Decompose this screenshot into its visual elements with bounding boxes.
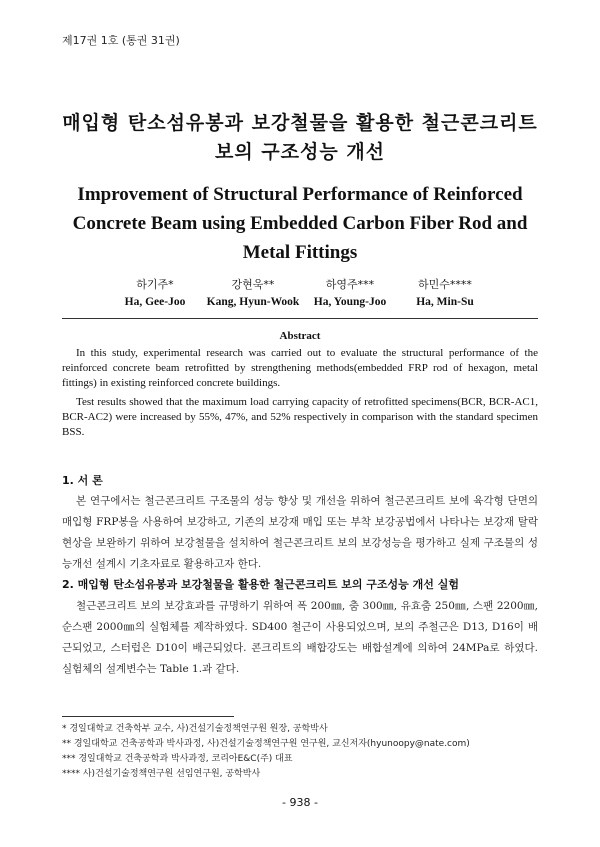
abstract-top-rule: [62, 318, 538, 319]
abstract-heading: Abstract: [279, 330, 321, 342]
author-3-korean-name: 하영주***: [325, 278, 375, 291]
abstract-paragraph-2: Test results showed that the maximum load carrying capacity of retrofitted specimens(BCR, BCR-AC1, BCR-AC2) were increased by 55%, 47%, and 52% respectively in comparison with the standard specimen BSS.: [62, 396, 538, 438]
author-3-english-name: Ha, Young-Joo: [313, 296, 387, 308]
author-4-korean-name: 하민수****: [418, 278, 472, 291]
author-1-korean-name: 하기주*: [136, 278, 174, 291]
footnote-2: ** 경일대학교 건축공학과 박사과정, 사)건설기술정책연구원 연구원, 교신저자(hyunoopy@nate.com): [62, 739, 470, 749]
section-2-heading: 2. 매입형 탄소섬유봉과 보강철물을 활용한 철근콘크리트 보의 구조성능 개선 실험: [62, 578, 459, 591]
footnote-3: *** 경일대학교 건축공학과 박사과정, 코리아E&C(주) 대표: [62, 754, 293, 764]
journal-issue-header: 제17권 1호 (통권 31권): [62, 34, 180, 47]
english-title: Improvement of Structural Performance of Reinforced Concrete Beam using Embedded Carbon Fiber Rod and Metal Fittings: [72, 184, 528, 263]
footnote-1: * 경일대학교 건축학부 교수, 사)건설기술정책연구원 원장, 공학박사: [62, 724, 328, 734]
footnote-4: **** 사)건설기술정책연구원 선임연구원, 공학박사: [62, 769, 261, 779]
author-2-english-name: Kang, Hyun-Wook: [206, 296, 300, 308]
section-1-heading: 1. 서 론: [62, 474, 103, 487]
author-4-english-name: Ha, Min-Su: [416, 296, 474, 308]
author-1-english-name: Ha, Gee-Joo: [124, 296, 186, 308]
footnotes: [62, 722, 538, 782]
korean-title-line-2: 보의 구조성능 개선: [214, 141, 386, 163]
section-2-body: 철근콘크리트 보의 보강효과를 규명하기 위하여 폭 200㎜, 춤 300㎜, 유효춤 250㎜, 스팬 2200㎜, 순스팬 2000㎜의 실험체를 제작하였다. SD400 철근이 사용되었으며, 보의 주철근은 D13, D16이 배근되었고, 스터럽은 D10이 배근되었다. 콘크리트의 배합강도는 배합설계에 의하여 24MPa로 하였다. 실험체의 설계변수는 Table 1.과 같다.: [62, 600, 538, 675]
author-4: [390, 276, 500, 308]
footnote-rule: [62, 716, 234, 717]
korean-title-line-1: 매입형 탄소섬유봉과 보강철물을 활용한 철근콘크리트: [62, 112, 538, 134]
author-2-korean-name: 강현욱**: [231, 278, 275, 291]
abstract-paragraph-1: In this study, experimental research was carried out to evaluate the structural performance of the reinforced concrete beam retrofitted by strengthening methods(embedded FRP rod of hexagon, metal fittings) in existing reinforced concrete buildings.: [62, 347, 538, 389]
section-1-body: 본 연구에서는 철근콘크리트 구조물의 성능 향상 및 개선을 위하여 철근콘크리트 보에 육각형 단면의 매입형 FRP봉을 사용하여 보강하고, 기존의 보강재 매입 또는 부착 보강공법에서 나타나는 보강재 탈락현상을 보완하기 위하여 보강철물을 설치하여 철근콘크리트 보의 보강성능을 평가하고 실제 구조물의 성능개선 설계시 기초자료로 활용하고자 한다.: [62, 495, 538, 570]
page-number: - 938 -: [282, 796, 318, 809]
